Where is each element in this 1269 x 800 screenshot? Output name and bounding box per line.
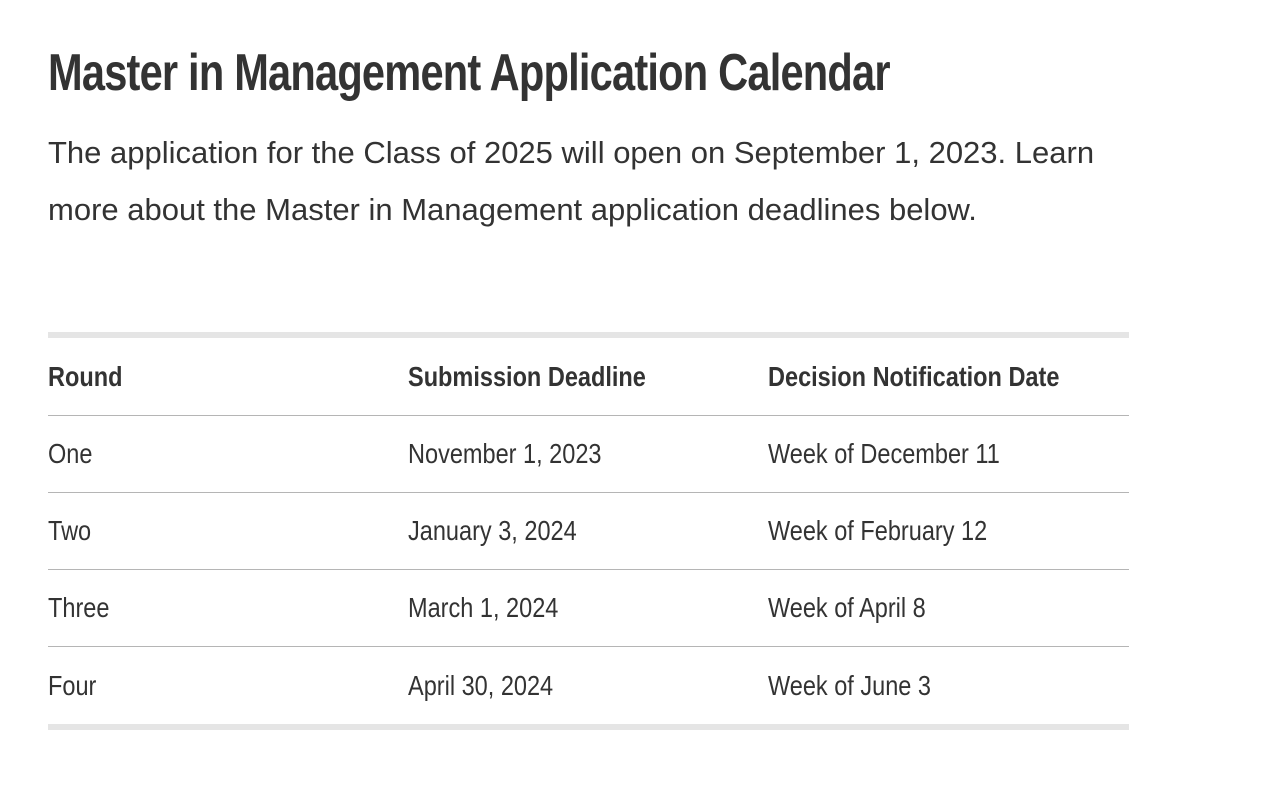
header-submission-deadline: Submission Deadline [408, 360, 646, 392]
round-cell: One [48, 438, 93, 469]
table-cell-wrapper [768, 438, 1129, 470]
table-row [48, 416, 1129, 493]
header-cell-wrapper [768, 361, 1129, 393]
table-cell-wrapper [408, 515, 768, 547]
table-cell-wrapper [48, 438, 408, 470]
table-cell-wrapper [408, 670, 768, 702]
round-cell: Three [48, 592, 110, 623]
table-row [48, 570, 1129, 647]
header-decision-date: Decision Notification Date [768, 360, 1060, 392]
table-cell-wrapper [48, 592, 408, 624]
submission-deadline-cell: January 3, 2024 [408, 515, 577, 546]
decision-date-cell: Week of February 12 [768, 515, 988, 546]
table-cell-wrapper [48, 670, 408, 702]
table-header-row [48, 338, 1129, 416]
header-cell-wrapper [408, 361, 768, 393]
table-cell-wrapper [768, 515, 1129, 547]
deadlines-table [48, 332, 1129, 730]
decision-date-cell: Week of April 8 [768, 592, 926, 623]
decision-date-cell: Week of December 11 [768, 438, 1000, 469]
table-cell-wrapper [408, 592, 768, 624]
table-cell-wrapper [48, 515, 408, 547]
table-bottom-rule [48, 724, 1129, 730]
round-cell: Four [48, 669, 97, 701]
header-round: Round [48, 360, 123, 392]
submission-deadline-cell: April 30, 2024 [408, 669, 554, 701]
page-title: Master in Management Application Calendar [48, 44, 890, 102]
submission-deadline-cell: November 1, 2023 [408, 438, 602, 469]
intro-paragraph: The application for the Class of 2025 will open on September 1, 2023. Learn more about the Master in Management application deadlines below. [48, 135, 1095, 227]
decision-date-cell: Week of June 3 [768, 669, 931, 701]
table-row [48, 493, 1129, 570]
round-cell: Two [48, 515, 92, 546]
table-cell-wrapper [768, 592, 1129, 624]
submission-deadline-cell: March 1, 2024 [408, 592, 559, 623]
header-cell-wrapper [48, 361, 408, 393]
table-cell-wrapper [408, 438, 768, 470]
table-row [48, 647, 1129, 724]
table-cell-wrapper [768, 670, 1129, 702]
